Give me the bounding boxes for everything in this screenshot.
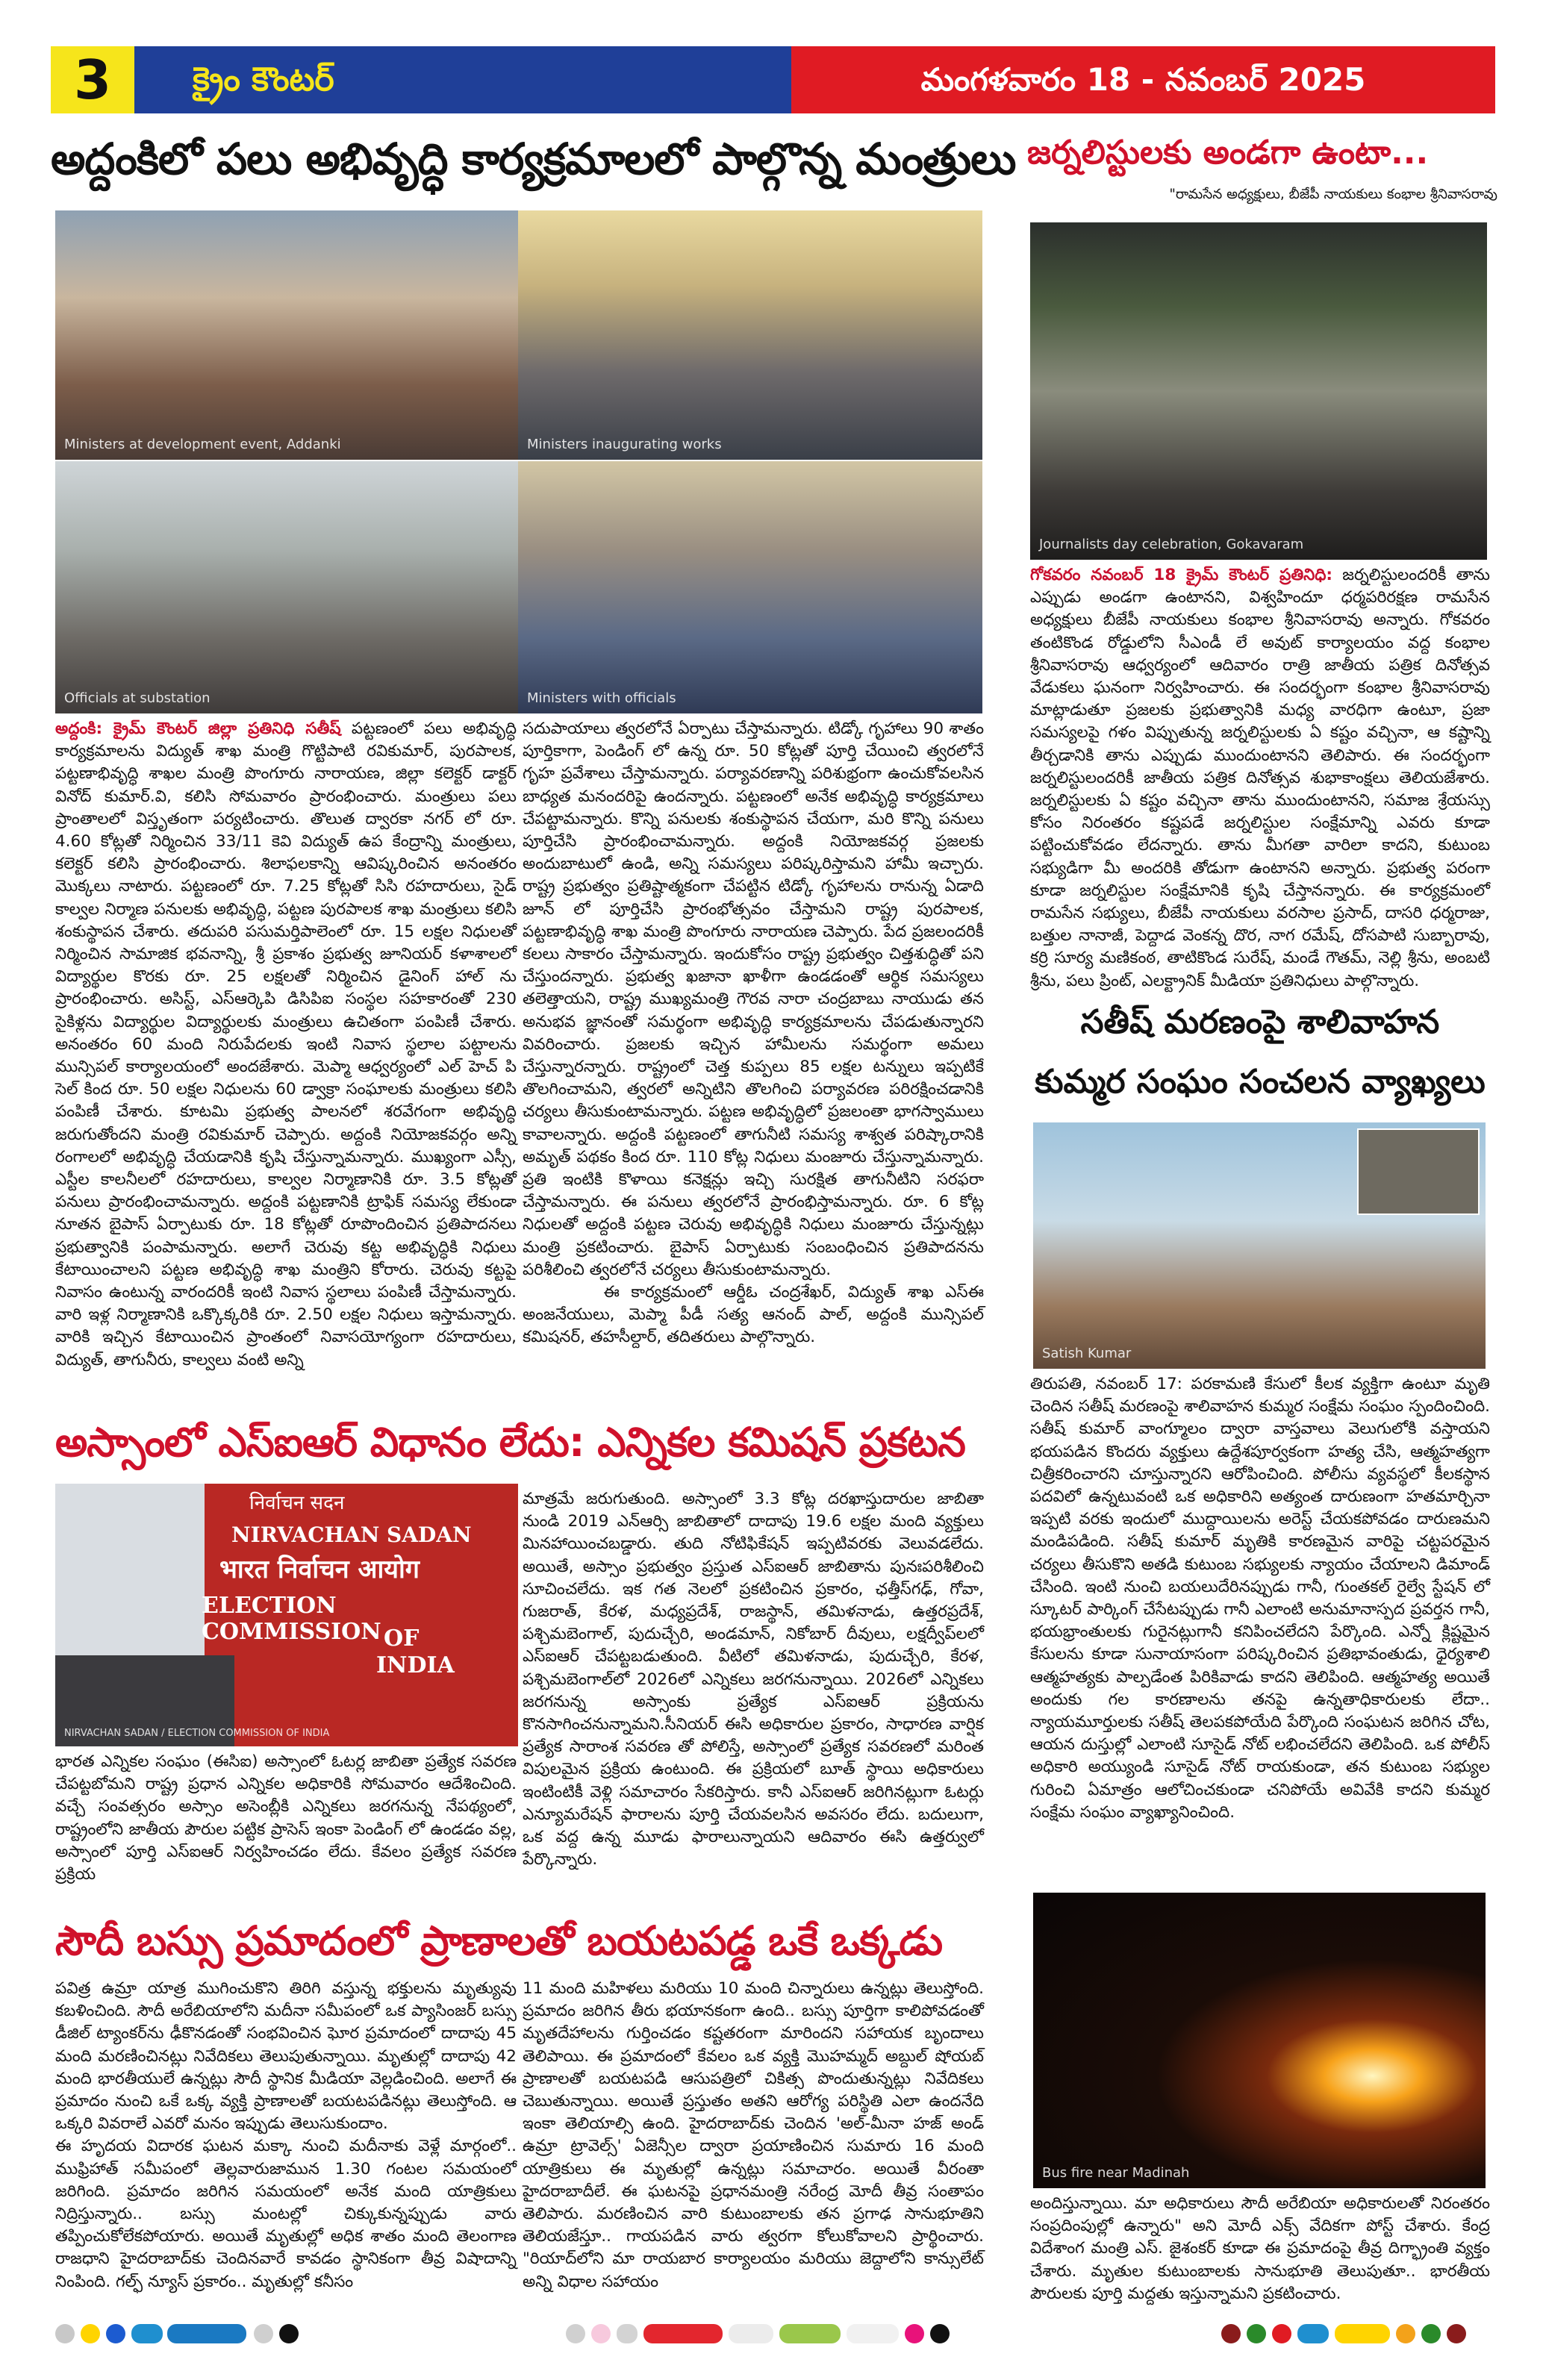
story1-photo-top-right (518, 210, 982, 460)
story4-headline: అస్సాంలో ఎస్ఐఆర్ విధానం లేదు: ఎన్నికల కమిషన్ ప్రకటన (55, 1419, 965, 1466)
print-mark (279, 2324, 299, 2343)
story2-body (1030, 564, 1495, 990)
photo-caption-hidden: Journalists day celebration, Gokavaram (1039, 537, 1304, 552)
eci-sign-hindi: भारत निर्वाचन आयोग (219, 1555, 420, 1584)
story1-photo-top-left (55, 210, 518, 460)
print-mark (81, 2324, 100, 2343)
story2-photo-journalists (1030, 222, 1487, 560)
print-mark (1335, 2324, 1390, 2343)
story1-col1-text: పట్టణంలో పలు అభివృద్ధి కార్యక్రమాలను విద్యుత్ శాఖ మంత్రి గొట్టిపాటి రవికుమార్, పురపాలక, పట్టణాభివృద్ధి శాఖల మంత్రి పొంగూరు నారాయణ, జిల్లా కలెక్టర్ డాక్టర్ వినోద్ కుమార్.వి, కలిసి సోమవారం ప్రారంభించారు. మంత్రులు పలు ప్రాంతాలలో విస్తృతంగా పర్యటించారు. తొలుత ద్వారకా నగర్ లో రూ. 4.60 కోట్లతో నిర్మించిన 33/11 కెవి విద్యుత్ ఉప కేంద్రాన్ని మంత్రులు, కలెక్టర్ కలిసి ప్రారంభించారు. శిలాఫలకాన్ని ఆవిష్కరించిన అనంతరం మొక్కలు నాటారు. పట్టణంలో రూ. 7.25 కోట్లతో సిసి రహదారులు, సైడ్ కాల్వల నిర్మాణ పనులకు అభివృద్ధి, పట్టణ పురపాలక శాఖ మంత్రులు కలిసి శంకుస్థాపన చేశారు. తదుపరి పసుమర్తిపాలెంలో రూ. 15 లక్షల నిధులతో నిర్మించిన సామాజిక భవనాన్ని, శ్రీ ప్రకాశం ప్రభుత్వ జూనియర్ కళాశాలలో విద్యార్థుల కొరకు రూ. 25 లక్షలతో నిర్మించిన డైనింగ్ హాల్ ను ప్రారంభించారు. అసిస్ట్, ఎస్ఆర్కెపి డిసిపిఐ సంస్థల సహకారంతో 230 సైకిళ్లను విద్యార్థుల విద్యార్థులకు మంత్రులు ఉచితంగా పంపిణీ చేశారు. అనంతరం 60 మంది నిరుపేదలకు ఇంటి నివాస స్థలాల పట్టాలను మున్సిపల్ కార్యాలయంలో అందజేశారు. మెప్మా ఆధ్వర్యంలో ఎల్ హెచ్ పి సెల్ కింద రూ. 50 లక్షల నిధులను 60 డ్వాక్రా సంఘాలకు మంత్రులు కలిసి పంపిణీ చేశారు. కూటమి ప్రభుత్వ పాలనలో శరవేగంగా అభివృద్ధి జరుగుతోందని మంత్రి రవికుమార్ చెప్పారు. అద్దంకి నియోజకవర్గం అన్ని రంగాలలో అభివృద్ధి చేయడానికి కృషి చేస్తున్నామన్నారు. ముఖ్యంగా ఎస్సీ, ఎస్టీల కాలనీలలో రహదారులు, కాల్వల నిర్మాణానికి రూ. 3.5 కోట్లతో పనులు ప్రారంభించామన్నారు. అద్దంకి పట్టణానికి ట్రాఫిక్ సమస్య లేకుండా నూతన బైపాస్ ఏర్పాటుకు రూ. 18 కోట్లతో రూపొందించిన ప్రతిపాదనలు ప్రభుత్వానికి పంపామన్నారు. అలాగే చెరువు కట్ట అభివృద్ధికి నిధులు కేటాయించాలని పట్టణ అభివృద్ధి శాఖ మంత్రిని కోరారు. చెరువు కట్టపై నివాసం ఉంటున్న వారందరికీ ఇంటి నివాస స్థలాలు పంపిణీ చేస్తామన్నారు. వారి ఇళ్ల నిర్మాణానికి ఒక్కొక్కరికి రూ. 2.50 లక్షల నిధులు ఇస్తామన్నారు. వారికి ఇచ్చిన కేటాయించిన ప్రాంతంలో నివాసయోగ్యంగా రహదారులు, విద్యుత్, తాగునీరు, కాల్వలు వంటి అన్ని (55, 719, 522, 1369)
print-mark (930, 2324, 950, 2343)
story3-body: తిరుపతి, నవంబర్ 17: పరకామణి కేసులో కీలక వ్యక్తిగా ఉంటూ మృతి చెందిన సతీష్ మరణంపై శాలివాహన కుమ్మర సంక్షేమ సంఘం స్పందించింది. సతీష్ కుమార్ వాంగ్మూలం ద్వారా వాస్తవాలు వెలుగులోకి వస్తాయని భయపడిన కొందరు వ్యక్తులు ఉద్దేశపూర్వకంగా హత్య చేసి, ఆత్మహత్యగా చిత్రీకరించారని చూస్తున్నారని ఆరోపించింది. పోలీసు వ్యవస్థలో కీలకస్థాన పదవిలో ఉన్నటువంటి ఒక అధికారిని అత్యంత దారుణంగా హతమార్చినా ఇప్పటి వరకు ఇందులో ముద్దాయిలను అరెస్ట్ చేయకపోవడం దారుణమని మండిపడింది. సతీష్ కుమార్ మృతికి కారణమైన వారిపై చట్టపరమైన చర్యలు తీసుకొని అతడి కుటుంబ సభ్యులకు న్యాయం చేయాలని డిమాండ్ చేసింది. ఇంటి నుంచి బయలుదేరినప్పుడు గానీ, గుంతకల్ రైల్వే స్టేషన్ లో స్కూటర్ పార్కింగ్ చేసేటప్పుడు గానీ ఎలాంటి అనుమానాస్పద ప్రవర్తన గానీ, భయభ్రాంతులకు గురైనట్లుగానీ కనిపించలేదని పేర్కొంది. ఎన్నో క్లిష్టమైన కేసులను కూడా సునాయాసంగా పరిష్కరించిన ప్రతిభావంతుడు, ధైర్యశాలి ఆత్మహత్యకు పాల్పడేంత పిరికివాడు కాదని తెలిపింది. ఆత్మహత్య అయితే అందుకు గల కారణాలను తనపై ఉన్నతాధికారులకు లేదా.. న్యాయమూర్తులకు సతీష్ తెలపకపోయేది పేర్కొంది సంఘటన జరిగిన చోట, ఆయన దుస్తుల్లో ఎలాంటి సూసైడ్ నోట్ లభించలేదని తెలిపింది. ఒక పోలీస్ అధికారి అయ్యుండి సూసైడ్ నోట్ రాయకుండా, తన కుటుంబ సభ్యుల గురించి ఏమాత్రం ఆలోచించకుండా చనిపోయే అవివేకి కాదని కుమ్మర సంక్షేమ సంఘం వ్యాఖ్యానించింది. (1030, 1375, 1495, 1822)
print-mark (617, 2324, 638, 2343)
print-mark (905, 2324, 924, 2343)
story1-photo-bottom-left (55, 461, 518, 713)
issue-date: మంగళవారం 18 - నవంబర్ 2025 (920, 61, 1366, 98)
print-mark (1221, 2324, 1241, 2343)
print-mark (779, 2324, 841, 2343)
print-mark (566, 2324, 585, 2343)
story3-photo-officer (1033, 1122, 1486, 1369)
print-mark (591, 2324, 611, 2343)
eci-sign-line3: OF (384, 1625, 420, 1652)
print-mark (1396, 2324, 1415, 2343)
story5-column-1: పవిత్ర ఉమ్రా యాత్ర ముగించుకొని తిరిగి వస్తున్న భక్తులను మృత్యువు కబళించింది. సౌదీ అరేబియాలోని మదీనా సమీపంలో ఒక ప్యాసింజర్ బస్సు డీజిల్ ట్యాంకర్‌ను ఢీకొనడంతో సంభవించిన ఘోర ప్రమాదంలో దాదాపు 45 మంది మరణించినట్లు నివేదికలు తెలుపుతున్నాయి. మృతుల్లో దాదాపు 42 మంది భారతీయులే ఉన్నట్లు సౌదీ స్థానిక మీడియా వెల్లడించింది. అలాగే ఈ ప్రమాదం నుంచి ఒకే ఒక్క వ్యక్తి ప్రాణాలతో బయటపడినట్లు తెలుస్తోంది. ఆ ఒక్కరి వివరాలే ఎవరో మనం ఇప్పుడు తెలుసుకుందాం. ఈ హృదయ విదారక ఘటన మక్కా నుంచి మదీనాకు వెళ్లే మార్గంలో.. ముఫ్రిహాత్ సమీపంలో తెల్లవారుజామున 1.30 గంటల సమయంలో జరిగింది. ప్రమాదం జరిగిన సమయంలో అనేక మంది యాత్రికులు నిద్రిస్తున్నారు.. బస్సు మంటల్లో చిక్కుకున్నప్పుడు వారు తప్పించుకోలేకపోయారు. అయితే మృతుల్లో అధిక శాతం మంది తెలంగాణ రాజధాని హైదరాబాద్‌కు చెందినవారే కావడం స్థానికంగా తీవ్ర విషాదాన్ని నింపింది. గల్ఫ్ న్యూస్ ప్రకారం.. మృతుల్లో కనీసం (55, 1979, 517, 2291)
story1-column-1 (55, 718, 522, 1405)
print-mark (847, 2324, 899, 2343)
print-mark (643, 2324, 723, 2343)
print-mark (1421, 2324, 1441, 2343)
story2-headline: జర్నలిస్టులకు అండగా ఉంటా... (1027, 134, 1429, 172)
story2-subhead: "రామసేన అధ్యక్షులు, బీజేపీ నాయకులు కంభాల శ్రీనివాసరావు (1169, 187, 1497, 202)
story5-column-3: అందిస్తున్నాయి. మా అధికారులు సౌదీ అరేబియా అధికారులతో నిరంతరం సంప్రదింపుల్లో ఉన్నారు" అని మోదీ ఎక్స్ వేదికగా పోస్ట్ చేశారు. కేంద్ర విదేశాంగ మంత్రి ఎస్. జైశంకర్ కూడా ఈ ప్రమాదంపై తీవ్ర దిగ్భ్రాంతి వ్యక్తం చేశారు. మృతుల కుటుంబాలకు సానుభూతి తెలుపుతూ.. భారతీయ పౌరులకు పూర్తి మద్దతు ఇస్తున్నామని ప్రకటించారు. (1030, 2194, 1495, 2303)
story3-headline-line1: సతీష్ మరణంపై శాలివాహన (1080, 1003, 1440, 1041)
print-mark (1297, 2324, 1329, 2343)
photo-caption-hidden: Officials at substation (64, 690, 211, 706)
print-mark (131, 2324, 163, 2343)
eci-sign-hindi-top: निर्वाचन सदन (249, 1492, 345, 1514)
eci-sign-line4: INDIA (376, 1652, 455, 1678)
print-mark (1447, 2324, 1466, 2343)
paper-name: క్రైం కౌంటర్ (193, 60, 334, 99)
story5-column-2: 11 మంది మహిళలు మరియు 10 మంది చిన్నారులు ఉన్నట్లు తెలుస్తోంది. ప్రమాదం జరిగిన తీరు భయానకంగా ఉంది.. బస్సు పూర్తిగా కాలిపోవడంతో మృతదేహాలను గుర్తించడం కష్టతరంగా మారిందని సహాయక బృందాలు తెలిపాయి. ఈ ప్రమాదంలో కేవలం ఒక వ్యక్తి మొహమ్మద్ అబ్దుల్ షోయబ్ ప్రాణాలతో బయటపడి ఆసుపత్రిలో చికిత్స పొందుతున్నట్లు నివేదికలు చెబుతున్నాయి. అయితే ప్రస్తుతం అతని ఆరోగ్య పరిస్థితి ఎలా ఉందనేది ఇంకా తెలియాల్సి ఉంది. హైదరాబాద్‌కు చెందిన 'అల్-మీనా హజ్ అండ్ ఉమ్రా ట్రావెల్స్' ఏజెన్సీల ద్వారా ప్రయాణించిన సుమారు 16 మంది యాత్రికులు ఈ మృతుల్లో ఉన్నట్లు సమాచారం. అయితే వీరంతా హైదరాబాదీలే. ఈ ఘటనపై ప్రధానమంత్రి నరేంద్ర మోదీ తీవ్ర సంతాపం తెలిపారు. మరణించిన వారి కుటుంబాలకు తన ప్రగాఢ సానుభూతిని తెలియజేస్తూ.. గాయపడిన వారు త్వరగా కోలుకోవాలని ప్రార్థించారు. "రియాద్‌లోని మా రాయబార కార్యాలయం మరియు జెద్దాలోని కాన్సులేట్ అన్ని విధాల సహాయం (523, 1979, 989, 2291)
story1-headline: అద్దంకిలో పలు అభివృద్ధి కార్యక్రమాలలో పాల్గొన్న మంత్రులు (51, 134, 1016, 184)
page-number: 3 (73, 49, 112, 111)
story3-headline-line2: కుమ్మర సంఘం సంచలన వ్యాఖ్యలు (1035, 1063, 1486, 1101)
story1-dateline: అద్దంకి: క్రైమ్ కౌంటర్ జిల్లా ప్రతినిధి సతీష్ (55, 719, 341, 738)
eci-sign-line2: ELECTION COMMISSION (202, 1593, 381, 1645)
eci-sign-line1: NIRVACHAN SADAN (231, 1522, 472, 1547)
photo-caption-hidden: Ministers inaugurating works (527, 437, 722, 452)
inset-photo (1357, 1128, 1480, 1215)
photo-caption-hidden: Ministers at development event, Addanki (64, 437, 341, 452)
print-mark (729, 2324, 773, 2343)
print-mark (254, 2324, 273, 2343)
print-mark (1272, 2324, 1291, 2343)
story5-photo-bus-fire (1033, 1893, 1486, 2188)
photo-caption-hidden: NIRVACHAN SADAN / ELECTION COMMISSION OF INDIA (64, 1728, 330, 1739)
masthead (51, 46, 1495, 113)
story2-dateline: గోకవరం నవంబర్ 18 క్రైమ్ కౌంటర్ ప్రతినిధి: (1030, 566, 1333, 584)
story5-headline: సౌదీ బస్సు ప్రమాదంలో ప్రాణాలతో బయటపడ్డ ఒకే ఒక్కడు (55, 1917, 943, 1964)
story4-photo-eci (55, 1484, 518, 1746)
photo-caption-hidden: Bus fire near Madinah (1042, 2165, 1190, 2181)
print-mark (167, 2324, 246, 2343)
photo-caption-hidden: Ministers with officials (527, 690, 676, 706)
print-mark (106, 2324, 125, 2343)
photo-caption-hidden: Satish Kumar (1042, 1346, 1132, 1361)
print-mark (55, 2324, 75, 2343)
story1-photo-bottom-right (518, 461, 982, 713)
story4-column-2: మాత్రమే జరుగుతుంది. అస్సాంలో 3.3 కోట్ల దరఖాస్తుదారుల జాబితా నుండి 2019 ఎన్ఆర్సి జాబితాలో దాదాపు 19.6 లక్షల మంది వ్యక్తులు మినహాయించబడ్డారు. తుది నోటిఫికేషన్ ఇప్పటివరకు వెలువడలేదు. అయితే, అస్సాం ప్రభుత్వం ప్రస్తుత ఎస్ఐఆర్ జాబితాను పునఃపరిశీలించి సూచించలేదు. ఇక గత నెలలో ప్రకటించిన ప్రకారం, ఛత్తీస్‌గఢ్, గోవా, గుజరాత్, కేరళ, మధ్యప్రదేశ్, రాజస్థాన్, తమిళనాడు, ఉత్తరప్రదేశ్, పశ్చిమబెంగాల్, పుదుచ్చేరి, అండమాన్, నికోబార్ దీవులు, లక్షద్వీప్‌లలో ఎస్ఐఆర్ చేపట్టబడుతుంది. వీటిలో తమిళనాడు, పుదుచ్చేరి, కేరళ, పశ్చిమబెంగాల్‌లో 2026లో ఎన్నికలు జరగనున్నాయి. 2026లో ఎన్నికలు జరగనున్న అస్సాంకు ప్రత్యేక ఎస్ఐఆర్ ప్రక్రియను కొనసాగించనున్నామని.సీనియర్ ఈసి అధికారుల ప్రకారం, సాధారణ వార్షిక ప్రత్యేక సారాంశ సవరణ తో పోలిస్తే, అస్సాంలో ప్రత్యేక సవరణలో మరింత విపులమైన ప్రక్రియ ఉంటుంది. ఈ ప్రక్రియలో బూత్ స్థాయి అధికారులు ఇంటింటికీ వెళ్లి సమాచారం సేకరిస్తారు. కానీ ఎస్ఐఆర్ జరిగినట్లుగా ఓటర్లు ఎన్యూమరేషన్ ఫారాలను పూర్తి చేయవలసిన అవసరం లేదు. బదులుగా, ఒక వద్ద ఉన్న మూడు ఫారాలున్నాయని ఆదివారం ఈసి ఉత్తర్వులో పేర్కొన్నారు. (523, 1490, 989, 1870)
story2-body-text: జర్నలిస్టులందరికీ తాను ఎప్పుడు అండగా ఉంటానని, విశ్వహిందూ ధర్మపరిరక్షణ రామసేన అధ్యక్షులు బీజేపీ నాయకులు కంభాల శ్రీనివాసరావు అన్నారు. గోకవరం తంటికొండ రోడ్డులోని సీఎండీ లే అవుట్ కార్యాలయం వద్ద కంభాల శ్రీనివాసరావు ఆధ్వర్యంలో ఆదివారం రాత్రి జాతీయ పత్రిక దినోత్సవ వేడుకలు ఘనంగా నిర్వహించారు. ఈ సందర్భంగా కంభాల శ్రీనివాసరావు మాట్లాడుతూ ప్రజలకు ప్రభుత్వానికి మధ్య వారధిగా ఉంటూ, ప్రజా సమస్యలపై గళం విప్పుతున్న జర్నలిస్టులకు ఏ కష్టం వచ్చినా, ఆ కష్టాన్ని తీర్చడానికి తాను ఎప్పుడు ముందుంటానని తెలిపారు. ఈ సందర్భంగా జర్నలిస్టులందరికీ జాతీయ పత్రిక దినోత్సవ శుభాకాంక్షలు తెలియజేశారు. జర్నలిస్టులకు ఏ కష్టం వచ్చినా తాను ముందుంటానని, సమాజ శ్రేయస్సు కోసం నిరంతరం కష్టపడే జర్నలిస్టుల సంక్షేమాన్ని ఎవరు కూడా పట్టించుకోవడం లేదన్నారు. తాను మీగతా వారిలా కాదని, కుటుంబ సభ్యుడిగా మీ అందరికి తోడుగా ఉంటానని అన్నారు. ప్రభుత్వ పరంగా కూడా జర్నలిస్టుల సంక్షేమానికి కృషి చేస్తానన్నారు. ఈ కార్యక్రమంలో రామసేన సభ్యులు, బీజేపీ నాయకులు వరసాల ప్రసాద్, దాసరి ధర్మరాజు, బత్తుల నానాజీ, పెద్దాడ వెంకన్న దొర, నాగ రమేష్, దోసపాటి సుబ్బారావు, కర్రి సూర్య మణికంఠ, తాటికొండ సురేష్, మండే గౌతమ్, నెల్లి శ్రీను, అంబటి శ్రీను, పలు ప్రింట్, ఎలక్ట్రానిక్ మీడియా ప్రతినిధులు పాల్గొన్నారు. (1030, 566, 1495, 990)
screen-panel (55, 1484, 205, 1655)
story1-column-2: సదుపాయాలు త్వరలోనే ఏర్పాటు చేస్తామన్నారు. టిడ్కో గృహాలు 90 శాతం పూర్తికాగా, పెండింగ్ లో ఉన్న రూ. 50 కోట్లతో పూర్తి చేయించి త్వరలోనే గృహ ప్రవేశాలు చేస్తామన్నారు. పర్యావరణాన్ని పరిశుభ్రంగా ఉంచుకోవలసిన బాధ్యత మనందరిపై ఉందన్నారు. పట్టణంలో అనేక అభివృద్ధి కార్యక్రమాలు చేపట్టామన్నారు. కొన్ని పనులకు శంకుస్థాపన చేయగా, మరి కొన్ని పనులు పూర్తిచేసి ప్రారంభించామన్నారు. అద్దంకి నియోజకవర్గ ప్రజలకు అందుబాటులో ఉండి, అన్ని సమస్యలు పరిష్కరిస్తామని హామీ ఇచ్చారు. రాష్ట్ర ప్రభుత్వం ప్రతిష్టాత్మకంగా చేపట్టిన టిడ్కో గృహాలను రానున్న ఏడాది జూన్ లో పూర్తిచేసి ప్రారంభోత్సవం చేస్తామని రాష్ట్ర పురపాలక, పట్టణాభివృద్ధి శాఖ మంత్రి పొంగూరు నారాయణ చెప్పారు. పేద ప్రజలందరికీ కలలు సాకారం చేస్తామన్నారు. ఇందుకోసం రాష్ట్ర ప్రభుత్వం చిత్తశుద్ధితో పని చేస్తుందన్నారు. ప్రభుత్వ ఖజానా ఖాళీగా ఉండడంతో ఆర్థిక సమస్యలు తలెత్తాయని, రాష్ట్ర ముఖ్యమంత్రి గౌరవ నారా చంద్రబాబు నాయుడు తన అనుభవ జ్ఞానంతో సమర్థంగా అభివృద్ధి కార్యక్రమాలను చేపడుతున్నారని వివరించారు. ప్రజలకు ఇచ్చిన హామీలను సమర్థంగా అమలు చేస్తున్నారన్నారు. రాష్ట్రంలో చెత్త కుప్పలు 85 లక్షల టన్నులు ఇప్పటికే తొలగించామని, త్వరలో అన్నిటిని తొలగించి పర్యావరణ పరిరక్షించడానికి చర్యలు తీసుకుంటామన్నారు. పట్టణ అభివృద్ధిలో ప్రజలంతా భాగస్వాములు కావాలన్నారు. అద్దంకి పట్టణంలో తాగునీటి సమస్య శాశ్వత పరిష్కారానికి అమృత్ పథకం కింద రూ. 110 కోట్ల నిధులు మంజూరు చేస్తున్నామన్నారు. ప్రతి ఇంటికి కొళాయి కనెక్షన్లు ఇచ్చి సురక్షిత తాగునీటిని సరఫరా చేస్తామన్నారు. ఈ పనులు త్వరలోనే ప్రారంభిస్తామన్నారు. రూ. 6 కోట్ల నిధులతో అద్దంకి పట్టణ చెరువు అభివృద్ధికి నిధులు మంజూరు చేస్తున్నట్లు మంత్రి ప్రకటించారు. బైపాస్ ఏర్పాటుకు సంబంధించిన ప్రతిపాదనను పరిశీలించి త్వరలోనే చర్యలు తీసుకుంటామన్నారు. ఈ కార్యక్రమంలో ఆర్డీఓ చంద్రశేఖర్, విద్యుత్ శాఖ ఎస్ఈ అంజనేయులు, మెప్మా పీడీ సత్య ఆనంద్ పాల్, అద్దంకి మున్సిపల్ కమిషనర్, తహసీల్దార్, తదితరులు పాల్గొన్నారు. (523, 719, 984, 1347)
print-mark (1247, 2324, 1266, 2343)
story4-column-1: భారత ఎన్నికల సంఘం (ఈసిఐ) అస్సాంలో ఓటర్ల జాబితా ప్రత్యేక సవరణ చేపట్టబోమని రాష్ట్ర ప్రధాన ఎన్నికల అధికారికి సోమవారం ఆదేశించింది. వచ్చే సంవత్సరం అస్సాం అసెంబ్లీకి ఎన్నికలు జరగనున్న నేపథ్యంలో, రాష్ట్రంలోని జాతీయ పౌరుల పట్టిక ప్రాసెస్ ఇంకా పెండింగ్ లో ఉండడం వల్ల, అస్సాంలో పూర్తి ఎస్ఐఆర్ నిర్వహించడం లేదు. కేవలం ప్రత్యేక సవరణ ప్రక్రియ (55, 1752, 522, 1884)
